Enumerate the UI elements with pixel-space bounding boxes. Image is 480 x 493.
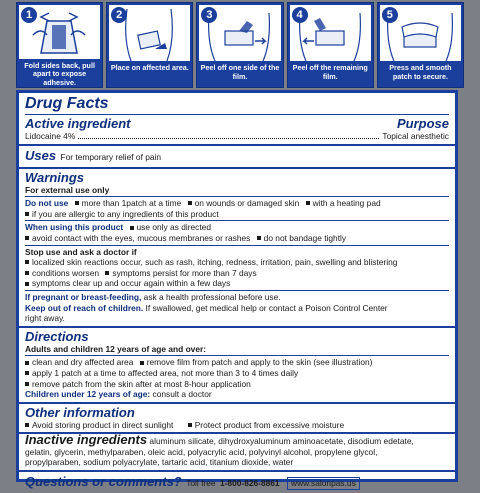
pregnant-text: ask a health professional before use. xyxy=(143,291,281,302)
purpose-heading: Purpose xyxy=(396,116,449,131)
stop-use-label: Stop use and ask a doctor if xyxy=(25,246,137,257)
step-number: 1 xyxy=(21,7,37,23)
directions-heading: Directions xyxy=(25,328,89,344)
do-not-use-item: if you are allergic to any ingredients of this product xyxy=(32,208,219,219)
questions-section xyxy=(19,472,455,493)
when-using-label: When using this product xyxy=(25,222,124,233)
warnings-heading: Warnings xyxy=(25,169,84,185)
step-2-caption: Place on affected area. xyxy=(110,63,189,72)
instruction-steps xyxy=(16,2,464,88)
under-12-text: consult a doctor xyxy=(152,389,212,400)
under-12-label: Children under 12 years of age: xyxy=(25,389,151,400)
step-number: 5 xyxy=(382,7,398,23)
external-use-label: For external use only xyxy=(25,184,110,195)
website-link[interactable]: www.salonpas.us xyxy=(287,477,360,490)
step-3 xyxy=(196,2,283,88)
questions-heading: Questions or comments? xyxy=(25,474,182,490)
step-5-illustration xyxy=(380,5,461,61)
do-not-use-item: on wounds or damaged skin xyxy=(194,198,300,209)
directions-item: remove film from patch and apply to the skin (see illustration) xyxy=(146,357,373,368)
directions-item: remove patch from the skin after at most 8-hour application xyxy=(32,378,251,389)
stop-use-item: conditions worsen xyxy=(32,267,100,278)
other-information-heading: Other information xyxy=(25,404,135,420)
uses-heading: Uses xyxy=(25,147,57,163)
when-using-item: do not bandage tightly xyxy=(263,232,347,243)
inactive-ingredients-line-3: propylparaben, sodium polyacrylate, tartaric acid, titanium dioxide, water xyxy=(25,457,294,468)
step-number: 3 xyxy=(201,7,217,23)
other-information-section xyxy=(19,404,455,435)
step-number: 4 xyxy=(292,7,308,23)
step-5 xyxy=(377,2,464,88)
drug-facts-title: Drug Facts xyxy=(25,95,109,112)
directions-item: apply 1 patch at a time to affected area, not more than 3 to 4 times daily xyxy=(32,367,299,378)
step-1-caption: Fold sides back, pull apart to expose adhesive. xyxy=(24,60,95,87)
adults-label: Adults and children 12 years of age and over: xyxy=(25,343,207,354)
when-using-item: use only as directed xyxy=(136,222,211,233)
do-not-use-label: Do not use xyxy=(25,198,69,209)
active-ingredient-value: Lidocaine 4% xyxy=(25,131,76,141)
stop-use-item: symptoms persist for more than 7 days xyxy=(112,267,257,278)
step-4-illustration xyxy=(290,5,371,61)
stop-use-item: symptoms clear up and occur again within a few days xyxy=(32,278,231,289)
step-1-illustration xyxy=(19,5,100,59)
keep-out-of-reach-label: Keep out of reach of children. xyxy=(25,302,144,313)
do-not-use-item: more than 1patch at a time xyxy=(81,198,182,209)
purpose-value: Topical anesthetic xyxy=(382,131,449,141)
inactive-ingredients-line-2: gelatin, glycerin, methylparaben, oleic acid, polyacrylic acid, polyvinyl alcohol, propylene glycol, xyxy=(25,446,378,457)
other-information-item: Protect product from excessive moisture xyxy=(194,419,345,430)
step-number: 2 xyxy=(111,7,127,23)
uses-text: For temporary relief of pain xyxy=(60,151,162,162)
step-2-illustration xyxy=(109,5,190,61)
step-3-caption: Peel off one side of the film. xyxy=(200,63,280,81)
phone-number: 1-800-826-8861 xyxy=(219,478,280,489)
drug-facts-panel xyxy=(16,90,458,490)
step-4 xyxy=(287,2,374,88)
step-1 xyxy=(16,2,103,88)
inactive-ingredients-section xyxy=(19,434,455,472)
other-information-item: Avoid storing product in direct sunlight xyxy=(32,419,174,430)
active-ingredient-heading: Active ingredient xyxy=(25,116,131,131)
directions-item: clean and dry affected area xyxy=(32,357,134,368)
directions-section xyxy=(19,328,455,404)
pregnant-label: If pregnant or breast-feeding, xyxy=(25,291,142,302)
do-not-use-item: with a heating pad xyxy=(312,198,381,209)
keep-out-of-reach-text: If swallowed, get medical help or contact a Poison Control Center xyxy=(145,302,388,313)
warnings-section xyxy=(19,169,455,328)
when-using-item: avoid contact with the eyes, mucous membranes or rashes xyxy=(32,232,251,243)
step-3-illustration xyxy=(199,5,280,61)
keep-out-of-reach-text-2: right away. xyxy=(25,313,65,324)
uses-section xyxy=(19,146,455,169)
inactive-ingredients-heading: Inactive ingredients xyxy=(25,432,148,448)
step-5-caption: Press and smooth patch to secure. xyxy=(389,63,452,81)
toll-free-label: Toll free xyxy=(186,478,216,489)
inactive-ingredients-line-1: aluminum silicate, dihydroxyaluminum aminoacetate, disodium edetate, xyxy=(149,436,414,447)
drug-facts-header xyxy=(19,93,455,146)
step-2 xyxy=(106,2,193,88)
stop-use-item: localized skin reactions occur, such as rash, itching, redness, irritation, pain, swelling and blistering xyxy=(32,257,398,268)
step-4-caption: Peel off the remaining film. xyxy=(292,63,368,81)
